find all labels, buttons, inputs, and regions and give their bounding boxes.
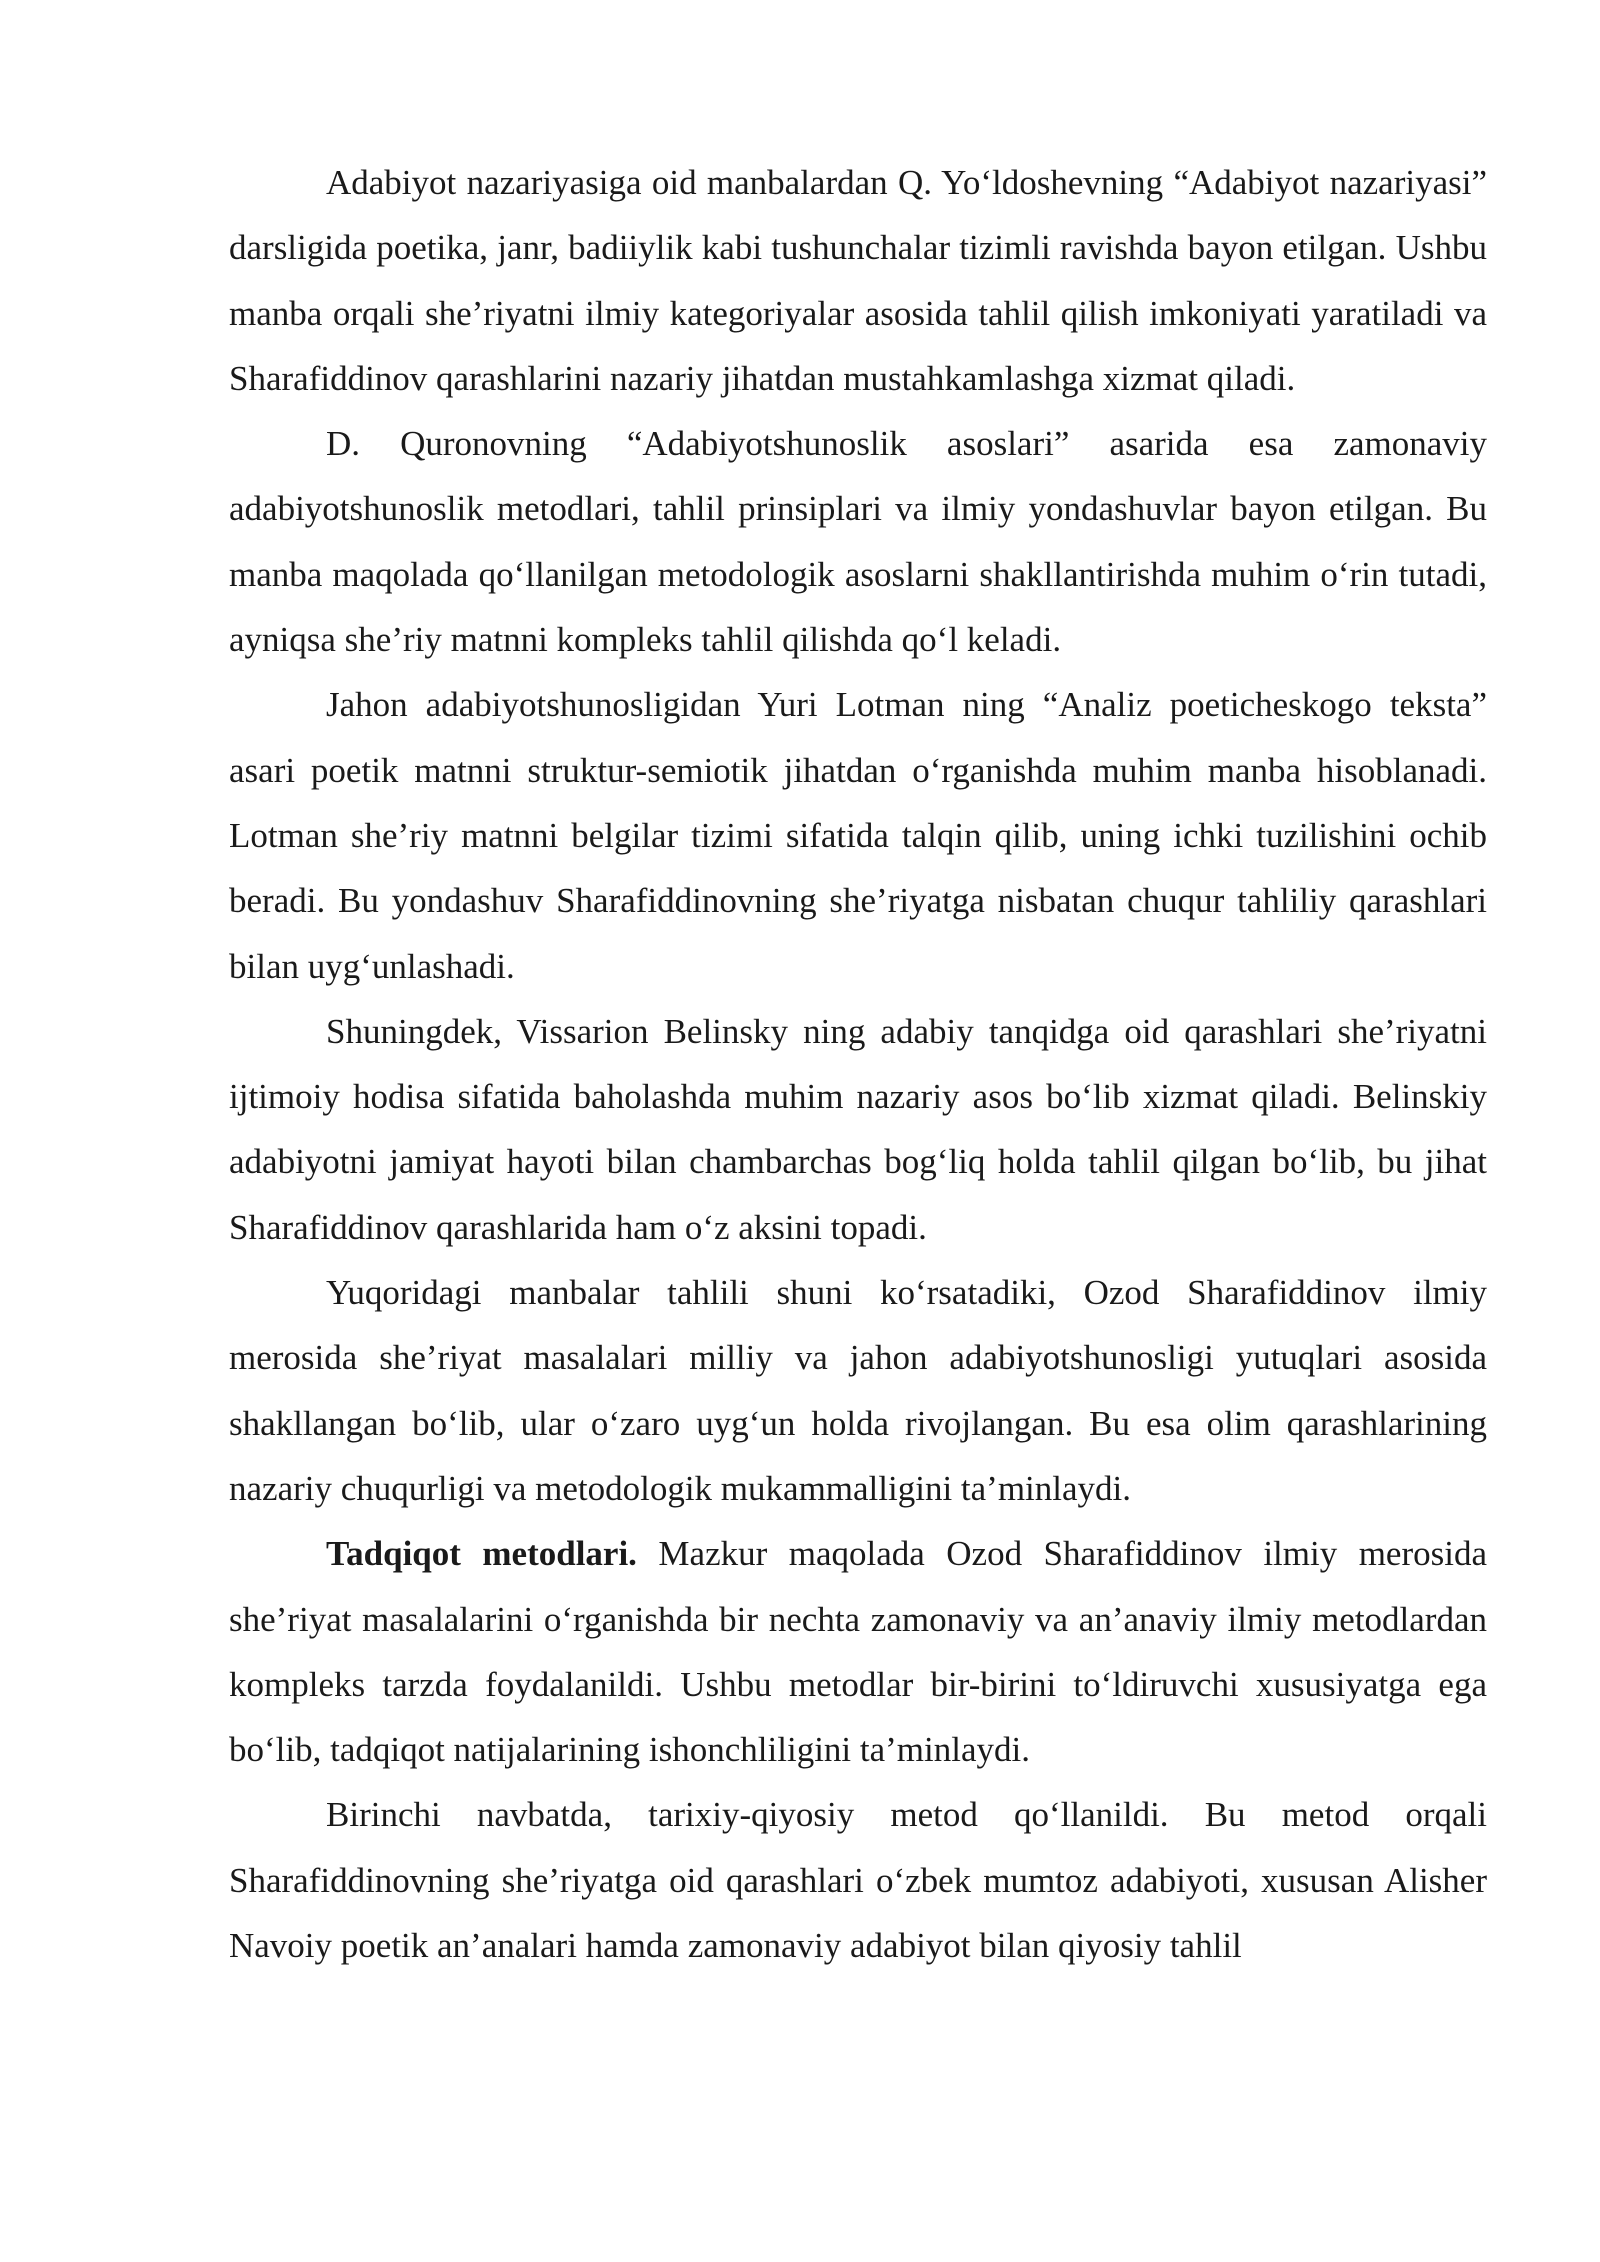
paragraph-text: Yuqoridagi manbalar tahlili shuni ko‘rsatadiki, Ozod Sharafiddinov ilmiy merosida she’riyat masalalari milliy va jahon adabiyotshunosligi yutuqlari asosida shakllangan bo‘lib, ular o‘zaro uyg‘un holda rivojlangan. Bu esa olim qarashlarining nazariy chuqurligi va metodologik mukammalligini ta’minlaydi.: [229, 1273, 1487, 1508]
paragraph-text: Jahon adabiyotshunosligidan Yuri Lotman ning “Analiz poeticheskogo teksta” asari poetik matnni struktur-semiotik jihatdan o‘rganishda muhim manba hisoblanadi. Lotman she’riy matnni belgilar tizimi sifatida talqin qilib, uning ichki tuzilishini ochib beradi. Bu yondashuv Sharafiddinovning she’riyatga nisbatan chuqur tahliliy qarashlari bilan uyg‘unlashadi.: [229, 685, 1487, 986]
paragraph-text: Mazkur maqolada Ozod Sharafiddinov ilmiy merosida she’riyat masalalarini o‘rganishda bir nechta zamonaviy va an’anaviy ilmiy metodlardan kompleks tarzda foydalanildi. Ushbu metodlar bir-birini to‘ldiruvchi xususiyatga ega bo‘lib, tadqiqot natijalarining ishonchliligini ta’minlaydi.: [229, 1534, 1487, 1770]
paragraph-6: [229, 1521, 1487, 1782]
paragraph-1: [229, 150, 1487, 411]
paragraph-2: [229, 411, 1487, 672]
paragraph-5: [229, 1260, 1487, 1521]
paragraph-text: Shuningdek, Vissarion Belinsky ning adabiy tanqidga oid qarashlari she’riyatni ijtimoiy hodisa sifatida baholashda muhim nazariy asos bo‘lib xizmat qiladi. Belinskiy adabiyotni jamiyat hayoti bilan chambarchas bog‘liq holda tahlil qilgan bo‘lib, bu jihat Sharafiddinov qarashlarida ham o‘z aksini topadi.: [229, 1011, 1487, 1247]
document-page: [229, 150, 1487, 1978]
paragraph-text: D. Quronovning “Adabiyotshunoslik asoslari” asarida esa zamonaviy adabiyotshunoslik metodlari, tahlil prinsiplari va ilmiy yondashuvlar bayon etilgan. Bu manba maqolada qo‘llanilgan metodologik asoslarni shakllantirishda muhim o‘rin tutadi, ayniqsa she’riy matnni kompleks tahlil qilishda qo‘l keladi.: [229, 424, 1487, 660]
paragraph-3: [229, 672, 1487, 998]
section-heading-research-methods: Tadqiqot metodlari.: [326, 1534, 637, 1574]
paragraph-text: Birinchi navbatda, tarixiy-qiyosiy metod qo‘llanildi. Bu metod orqali Sharafiddinovning she’riyatga oid qarashlari o‘zbek mumtoz adabiyoti, xususan Alisher Navoiy poetik an’analari hamda zamonaviy adabiyot bilan qiyosiy tahlil: [229, 1795, 1487, 1966]
paragraph-text: Adabiyot nazariyasiga oid manbalardan Q. Yo‘ldoshevning “Adabiyot nazariyasi” darsligida poetika, janr, badiiylik kabi tushunchalar tizimli ravishda bayon etilgan. Ushbu manba orqali she’riyatni ilmiy kategoriyalar asosida tahlil qilish imkoniyati yaratiladi va Sharafiddinov qarashlarini nazariy jihatdan mustahkamlashga xizmat qiladi.: [229, 163, 1487, 398]
paragraph-4: [229, 999, 1487, 1260]
paragraph-7: [229, 1782, 1487, 1978]
